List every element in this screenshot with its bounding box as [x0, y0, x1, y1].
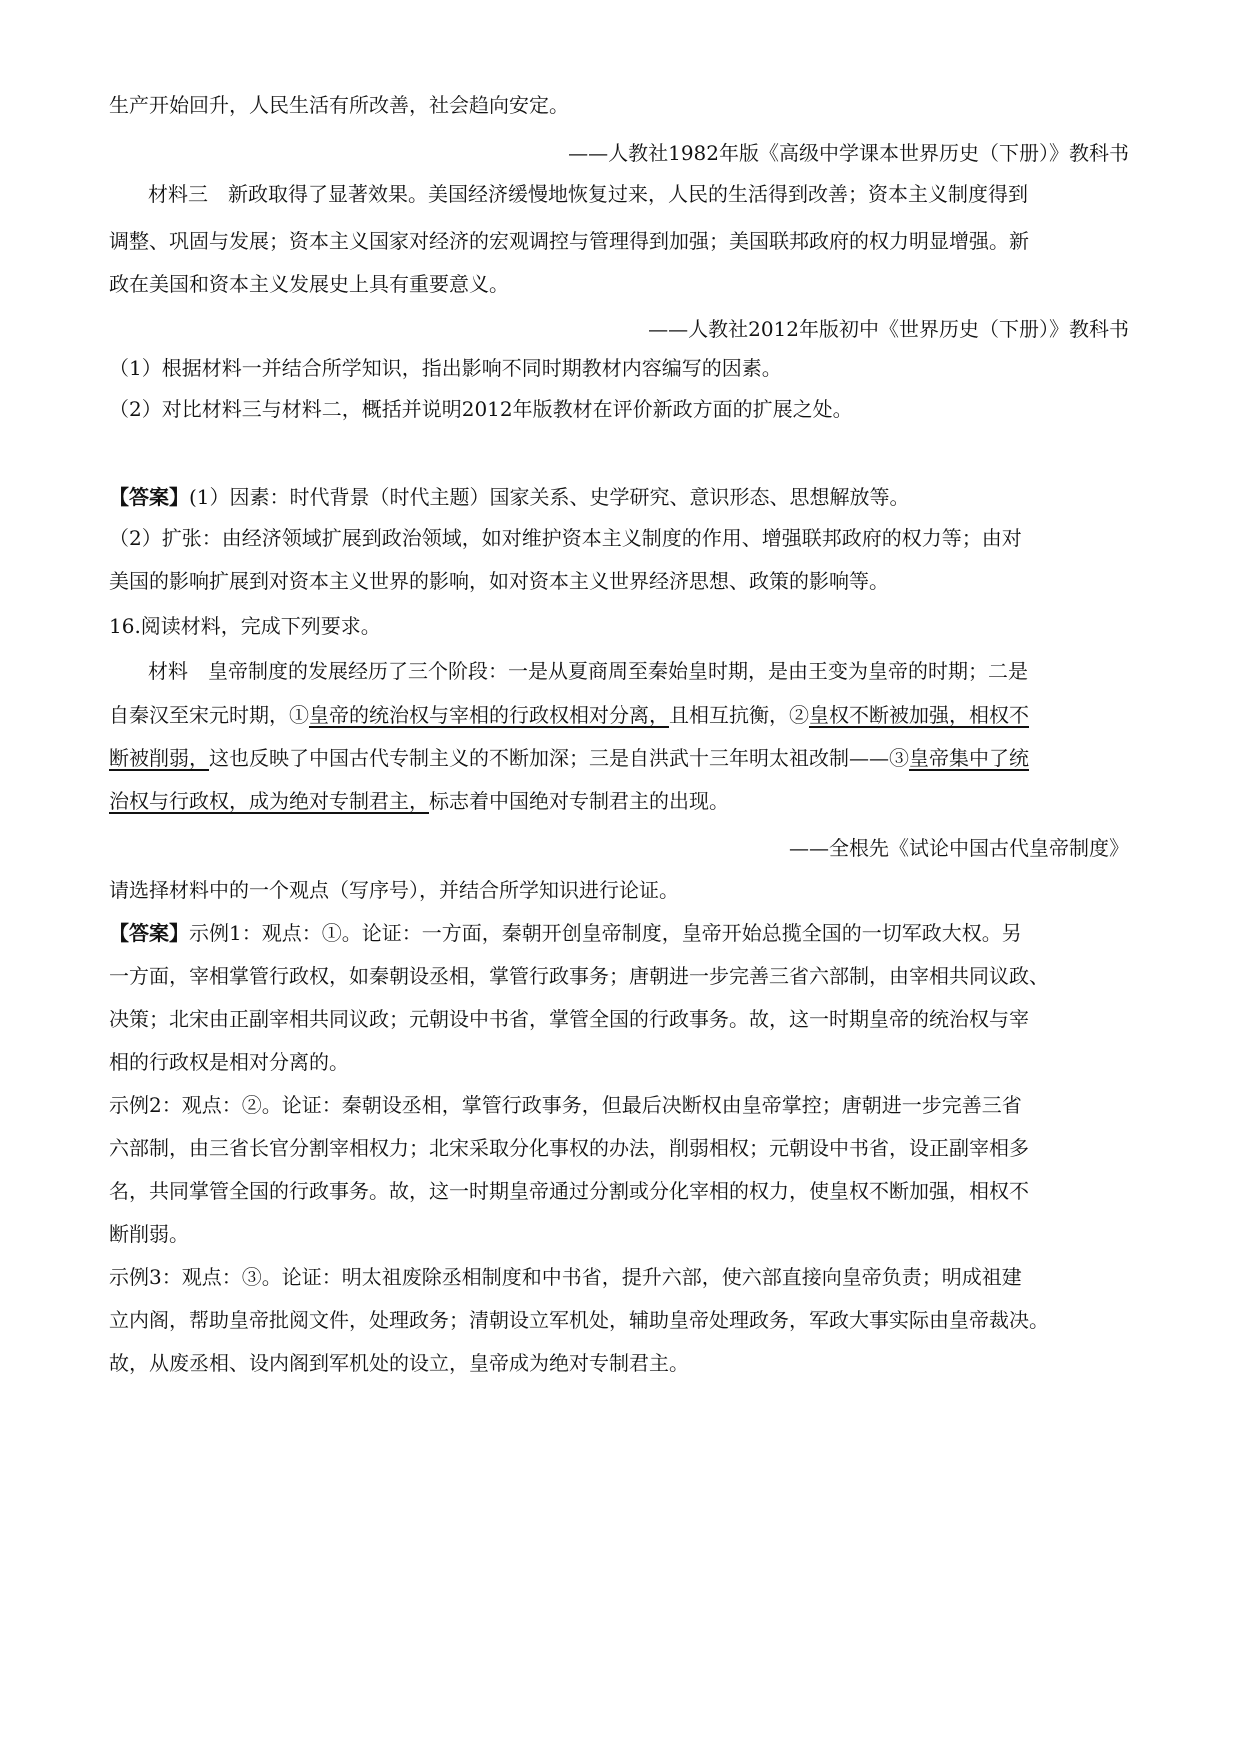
answer-tag: 【答案】: [109, 485, 189, 509]
text-line: 生产开始回升，人民生活有所改善，社会趋向安定。: [109, 93, 569, 117]
question-1: （1）根据材料一并结合所学知识，指出影响不同时期教材内容编写的因素。: [109, 356, 782, 380]
text-line: [109, 700, 1129, 730]
text-line: 调整、巩固与发展；资本主义国家对经济的宏观调控与管理得到加强；美国联邦政府的权力明显增强。新: [109, 229, 1029, 253]
answer-text: 示例1：观点：①。论证：一方面，秦朝开创皇帝制度，皇帝开始总揽全国的一切军政大权。另: [189, 921, 1022, 945]
source-citation: ——人教社2012年版初中《世界历史（下册）》教科书: [648, 317, 1129, 341]
text-segment: 这也反映了中国古代专制主义的不断加深；三是自洪武十三年明太祖改制——③: [209, 746, 909, 770]
text-line: （2）扩张：由经济领域扩展到政治领域，如对维护资本主义制度的作用、增强联邦政府的权力等；由对: [109, 526, 1022, 550]
question-2: （2）对比材料三与材料二，概括并说明2012年版教材在评价新政方面的扩展之处。: [109, 397, 853, 421]
question-16-heading: 16.阅读材料，完成下列要求。: [109, 614, 381, 638]
text-line: [109, 743, 1129, 773]
answer-tag: 【答案】: [109, 921, 189, 945]
text-line: 立内阁，帮助皇帝批阅文件，处理政务；清朝设立军机处，辅助皇帝处理政务，军政大事实际由皇帝裁决。: [109, 1308, 1049, 1332]
source-citation: ——人教社1982年版《高级中学课本世界历史（下册）》教科书: [568, 141, 1129, 165]
text-line: [109, 786, 1129, 816]
text-line: 六部制，由三省长官分割宰相权力；北宋采取分化事权的办法，削弱相权；元朝设中书省，设正副宰相多: [109, 1136, 1029, 1160]
material-line: 材料 皇帝制度的发展经历了三个阶段：一是从夏商周至秦始皇时期，是由王变为皇帝的时期；二是: [148, 659, 1028, 683]
example-2-line: 示例2：观点：②。论证：秦朝设丞相，掌管行政事务，但最后决断权由皇帝掌控；唐朝进一步完善三省: [109, 1093, 1022, 1117]
question-prompt: 请选择材料中的一个观点（写序号），并结合所学知识进行论证。: [109, 878, 679, 902]
underlined-viewpoint: 治权与行政权，成为绝对专制君主，: [109, 789, 429, 813]
text-line: 决策；北宋由正副宰相共同议政；元朝设中书省，掌管全国的行政事务。故，这一时期皇帝的统治权与宰: [109, 1007, 1029, 1031]
material-three-line: 材料三 新政取得了显著效果。美国经济缓慢地恢复过来，人民的生活得到改善；资本主义制度得到: [148, 182, 1028, 206]
answer-text: (1）因素：时代背景（时代主题）国家关系、史学研究、意识形态、思想解放等。: [189, 485, 910, 509]
source-citation: ——全根先《试论中国古代皇帝制度》: [789, 836, 1129, 860]
text-line: 美国的影响扩展到对资本主义世界的影响，如对资本主义世界经济思想、政策的影响等。: [109, 569, 889, 593]
text-line: 故，从废丞相、设内阁到军机处的设立，皇帝成为绝对专制君主。: [109, 1351, 689, 1375]
text-segment: 自秦汉至宋元时期，①: [109, 703, 309, 727]
underlined-viewpoint: 皇帝的统治权与宰相的行政权相对分离，: [309, 703, 669, 727]
text-line: 政在美国和资本主义发展史上具有重要意义。: [109, 272, 509, 296]
underlined-viewpoint: 皇帝集中了统: [909, 746, 1029, 770]
text-line: 一方面，宰相掌管行政权，如秦朝设丞相，掌管行政事务；唐朝进一步完善三省六部制，由宰相共同议政、: [109, 964, 1049, 988]
answer-line: [109, 918, 1129, 948]
text-line: 相的行政权是相对分离的。: [109, 1050, 349, 1074]
text-segment: 标志着中国绝对专制君主的出现。: [429, 789, 729, 813]
text-line: 名，共同掌管全国的行政事务。故，这一时期皇帝通过分割或分化宰相的权力，使皇权不断加强，相权不: [109, 1179, 1029, 1203]
underlined-viewpoint: 皇权不断被加强，相权不: [809, 703, 1029, 727]
answer-line: [109, 482, 1129, 512]
underlined-viewpoint: 断被削弱，: [109, 746, 209, 770]
text-line: 断削弱。: [109, 1222, 189, 1246]
text-segment: 且相互抗衡，②: [669, 703, 809, 727]
example-3-line: 示例3：观点：③。论证：明太祖废除丞相制度和中书省，提升六部，使六部直接向皇帝负责；明成祖建: [109, 1265, 1022, 1289]
